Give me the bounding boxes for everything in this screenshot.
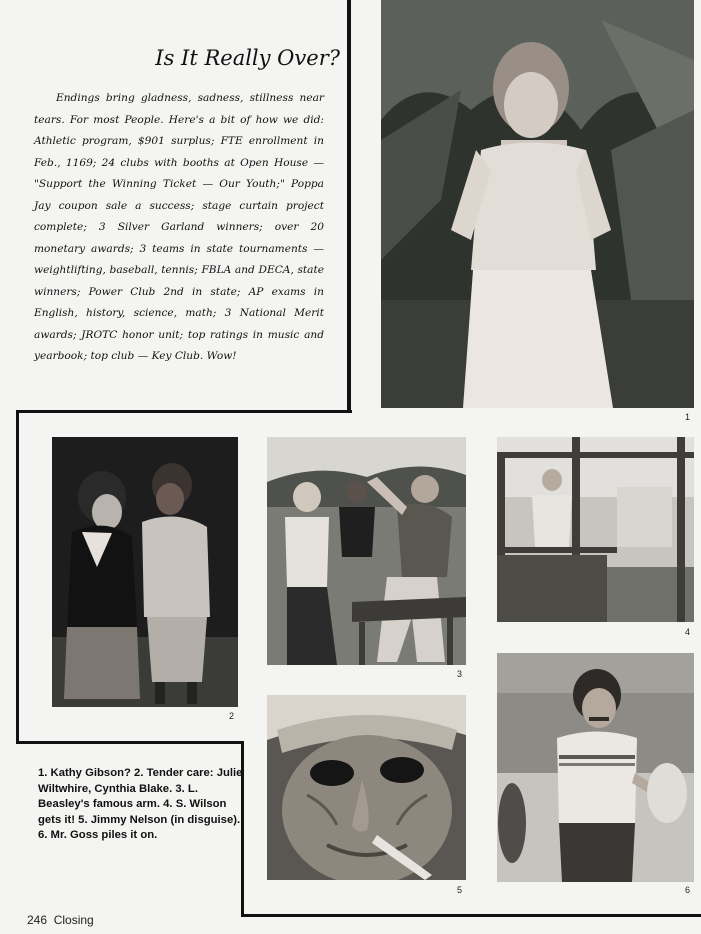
photo-4 — [497, 437, 694, 622]
frame-rule-left-vertical — [16, 410, 19, 744]
photo-4-number: 4 — [685, 627, 691, 637]
photo-3 — [267, 437, 466, 665]
frame-rule-top-vertical — [347, 0, 351, 413]
frame-rule-bottom-horizontal — [241, 914, 701, 917]
photo-5-number: 5 — [457, 885, 463, 895]
intro-paragraph: Endings bring gladness, sadness, stillness near tears. For most People. Here's a bit of how we did: Athletic program, $901 surplus; FTE enrollment in Feb., 1169; 24 clubs with booths at Open House — "Support the Winning Ticket — Our Youth;" Poppa Jay coupon sale a success; stage curtain project complete; 3 Silver Garland winners; over 20 monetary awards; 3 teams in state tournaments — weightlifting, baseball, tennis; FBLA and DECA, state winners; Power Club 2nd in state; AP exams in English, history, science, math; 3 National Merit awards; JROTC honor unit; top ratings in music and yearbook; top club — Key Club. Wow! — [34, 92, 324, 362]
frame-rule-step-horizontal — [16, 741, 244, 744]
photo-2 — [52, 437, 238, 707]
photo-1 — [381, 0, 694, 408]
page-title: Is It Really Over? — [155, 46, 340, 70]
photo-captions: 1. Kathy Gibson? 2. Tender care: Julie Wiltwhire, Cynthia Blake. 3. L. Beasley's famous arm. 4. S. Wilson gets it! 5. Jimmy Nelson (in disguise). 6. Mr. Goss piles it on. — [38, 767, 243, 841]
photo-5 — [267, 695, 466, 880]
photo-6-number: 6 — [685, 885, 691, 895]
page-folio: 246 Closing — [27, 913, 94, 927]
photo-6 — [497, 653, 694, 882]
photo-1-number: 1 — [685, 412, 691, 422]
photo-2-number: 2 — [229, 711, 235, 721]
photo-3-number: 3 — [457, 669, 463, 679]
frame-rule-top-horizontal — [16, 410, 352, 413]
